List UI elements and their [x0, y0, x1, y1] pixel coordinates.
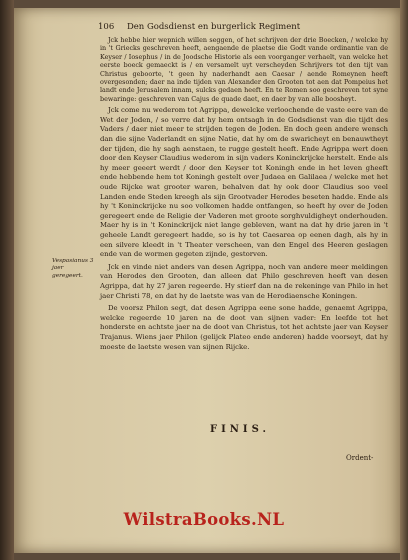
paragraph-2: Jck come nu wederom tot Agrippa, dewelcke verloochende de vaste eere van de Wet der Joden, / so verre dat hy hem ontsagh in de Godsdienst van die tijdt des Vaders / daer niet meer te strijden tegen de Joden. En doch geen andere wensch dan die sijne Vaderlandt en sijne Natie, dat hy om de swaricheyt en benauwtheyt der tijden, die hy sagh aenstaen, te rugge gestelt heeft. Ende Agrippa wert doen door den Keyser Claudius wederom in sijn vaders Koninckrijcke herstelt. Ende als hy meer geeert werdt / door den Keyser tot Koningh ende in het leven gheeft ende hebbende hem tot Koningh gestelt over Judaea en Galilaea / welcke met het oude Rijcke wat grooter waren, behalven dat hy ook door Claudius soo veel Landen ende Steden kreegh als sijn Grootvader Herodes beseten hadde. Ende als hy 't Koninckrijcke nu soo volkomen hadde ontfangen, so heeft hy over de Joden geregeert ende de Religie der Vaderen met groote sorghvuldigheyt onderhouden. Maer hy is in 't Koninckrijck niet lange gebleven, want na dat hy drie jaren in 't geheele Landt geregeert hadde, so is hy tot Caesarea op eenen dagh, als hy in een silvere kleedt in 't Theater verscheen, van den Engel des Heeren geslagen ende van de wormen gegeten zijnde, gestorven. — [100, 106, 388, 259]
paragraph-4: De voorsz Philon segt, dat desen Agrippa eene sone hadde, genaemt Agrippa, welcke regeerde 10 jaren na de doot van sijnen vader: En leefde tot het honderste en achtste jaer na de doot van Christus, tot het achtste jaer van Keyser Trajanus. Wiens jaer Philon (gelijck Plateo ende anderen) hadde voorseyt, dat hy moeste de laetste wesen van sijnen Rijcke. — [100, 304, 388, 351]
paragraph-3: Jck en vinde niet anders van desen Agrippa, noch van andere meer meldingen van Herodes den Grooten, dan alleen dat Philo geschreven heeft van desen Agrippa, dat hy 27 jaren regeerde. Hy stierf dan na de rekeninge van Philo in het jaer Christi 78, en dat hy de laetste was van de Herodiaensche Koningen. — [100, 262, 388, 300]
paragraph-1: Jck hebbe hier wepnich willen seggen, of het schrijven der drie Boecken, / welcke hy in 't Griecks geschreven heeft, aengaende de plaetse die Godt vande ordinantie van de Keyser / Iosephus / in de Joodsche Historie als een voorganger verhaelt, van welcke het eerste boeck gemaeckt is / en versamelt uyt verscheyden Schrijvers tot den tijt van Christus geboorte, 't geen hy naderhandt aen Caesar / aende Romeynen heeft overgesonden; daer na inde tijden van Alexander den Grooten tot aen dat Pompeius het landt ende Jerusalem innam, sulcks gedaen heeft. En te Romen soo geschreven tot syne bewaringe: geschreven van Cajus de quade daet, en daer by van alle boosheyt. — [100, 36, 388, 103]
running-title: Den Godsdienst en burgerlick Regiment — [126, 22, 301, 32]
running-header — [98, 22, 300, 32]
finis-heading: FINIS. — [210, 424, 270, 435]
page-edge — [400, 0, 408, 560]
margin-note: Vespasianus 3 jaer geregeert. — [52, 258, 94, 279]
book-spine — [0, 0, 14, 560]
catchword: Ordent- — [346, 454, 374, 462]
watermark — [0, 510, 408, 529]
body-text — [100, 36, 388, 355]
watermark-text: WilstraBooks.NL — [123, 510, 285, 529]
page-number: 106 — [98, 22, 115, 32]
